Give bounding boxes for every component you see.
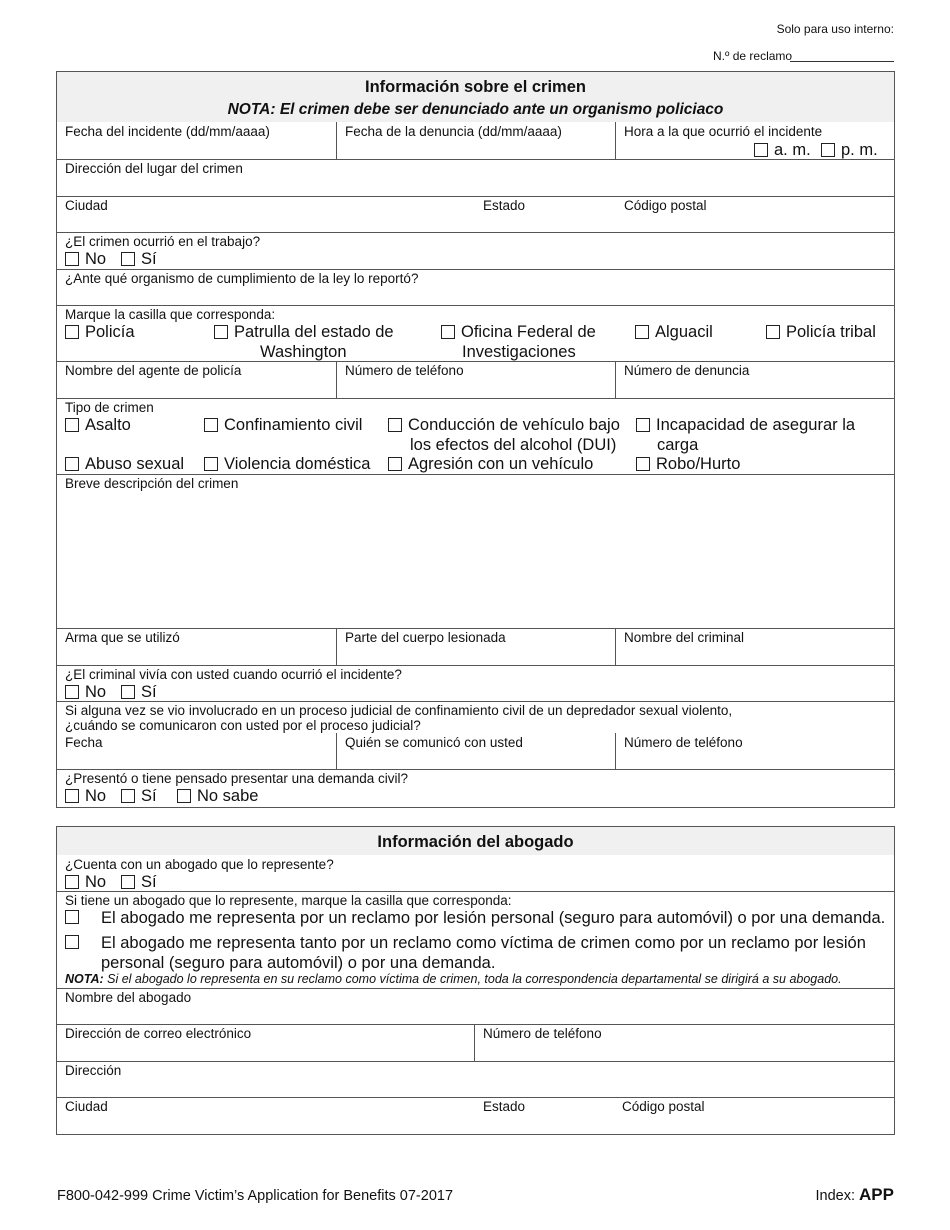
no-label: No	[85, 683, 107, 701]
attorney-email-field[interactable]: Dirección de correo electrónico	[65, 1026, 252, 1041]
agency-question: ¿Ante qué organismo de cumplimiento de la ley lo reportó?	[65, 271, 419, 286]
report-number-field[interactable]: Número de denuncia	[624, 363, 750, 378]
at-work-yes-checkbox[interactable]	[121, 249, 157, 269]
index-label	[816, 1185, 895, 1205]
attorney-mark-label: Si tiene un abogado que lo represente, marque la casilla que corresponda:	[65, 893, 512, 908]
officer-phone-field[interactable]: Número de teléfono	[345, 363, 464, 378]
mark-box-label: Marque la casilla que corresponda:	[65, 307, 276, 322]
domestic-violence-label: Violencia doméstica	[224, 455, 371, 473]
index-value: APP	[859, 1185, 894, 1204]
vehicular-assault-checkbox[interactable]	[388, 454, 593, 474]
svp-contact-field[interactable]: Quién se comunicó con usted	[345, 735, 523, 750]
police-checkbox[interactable]	[65, 322, 135, 342]
crime-zip-field[interactable]: Código postal	[624, 198, 707, 213]
theft-label: Robo/Hurto	[656, 455, 741, 473]
form-id: F800-042-999 Crime Victim’s Application for Benefits 07-2017	[57, 1188, 454, 1204]
description-field[interactable]: Breve descripción del crimen	[65, 476, 239, 491]
crime-title: Información sobre el crimen	[365, 78, 586, 96]
incident-date-field[interactable]: Fecha del incidente (dd/mm/aaaa)	[65, 124, 270, 139]
svp-question-2: ¿cuándo se comunicaron con usted por el proceso judicial?	[65, 718, 421, 733]
dui-label: Conducción de vehículo bajo	[408, 416, 620, 434]
pm-checkbox[interactable]	[821, 140, 878, 160]
assault-checkbox[interactable]	[65, 415, 131, 435]
crime-note: NOTA: El crimen debe ser denunciado ante un organismo policiaco	[227, 101, 724, 118]
lived-with-no-checkbox[interactable]	[65, 682, 106, 702]
theft-checkbox[interactable]	[636, 454, 740, 474]
unsecured-load-checkbox[interactable]	[636, 415, 855, 435]
yes-label: Sí	[141, 683, 157, 701]
vehicular-assault-label: Agresión con un vehículo	[408, 455, 594, 473]
at-work-question: ¿El crimen ocurrió en el trabajo?	[65, 234, 261, 249]
attorney-header	[57, 827, 894, 855]
attorney-address-field[interactable]: Dirección	[65, 1063, 122, 1078]
civil-suit-dont-know-checkbox[interactable]	[177, 786, 258, 806]
crime-type-label: Tipo de crimen	[65, 400, 154, 415]
sheriff-checkbox[interactable]	[635, 322, 713, 342]
claim-number-field[interactable]	[790, 61, 894, 62]
lived-with-yes-checkbox[interactable]	[121, 682, 157, 702]
fbi-label-2: Investigaciones	[462, 343, 576, 361]
no-label: No	[85, 250, 107, 268]
crime-address-field[interactable]: Dirección del lugar del crimen	[65, 161, 243, 176]
attorney-state-field[interactable]: Estado	[483, 1099, 526, 1114]
attorney-option-1-checkbox[interactable]	[65, 910, 79, 924]
unsecured-load-label: Incapacidad de asegurar la	[656, 416, 856, 434]
claim-number-label: N.º de reclamo	[713, 49, 793, 63]
crime-city-field[interactable]: Ciudad	[65, 198, 108, 213]
officer-name-field[interactable]: Nombre del agente de policía	[65, 363, 242, 378]
weapon-field[interactable]: Arma que se utilizó	[65, 630, 180, 645]
no-label: No	[85, 787, 107, 805]
civil-commitment-checkbox[interactable]	[204, 415, 362, 435]
attorney-option-2-label-2: personal (seguro para automóvil) o por una demanda.	[101, 954, 496, 972]
pm-label: p. m.	[841, 141, 878, 159]
state-patrol-label-2: Washington	[260, 343, 347, 361]
am-label: a. m.	[774, 141, 811, 159]
civil-suit-yes-checkbox[interactable]	[121, 786, 157, 806]
attorney-option-2-checkbox[interactable]	[65, 935, 79, 949]
fbi-label: Oficina Federal de	[461, 323, 596, 341]
lived-with-question: ¿El criminal vivía con usted cuando ocurrió el incidente?	[65, 667, 402, 682]
body-part-field[interactable]: Parte del cuerpo lesionada	[345, 630, 506, 645]
tribal-police-label: Policía tribal	[786, 323, 876, 341]
crime-header	[57, 72, 894, 122]
dui-checkbox[interactable]	[388, 415, 620, 435]
assault-label: Asalto	[85, 416, 131, 434]
offender-name-field[interactable]: Nombre del criminal	[624, 630, 745, 645]
domestic-violence-checkbox[interactable]	[204, 454, 370, 474]
attorney-name-field[interactable]: Nombre del abogado	[65, 990, 192, 1005]
yes-label: Sí	[141, 250, 157, 268]
state-patrol-label: Patrulla del estado de	[234, 323, 394, 341]
sheriff-label: Alguacil	[655, 323, 713, 341]
internal-use-label: Solo para uso interno:	[776, 22, 894, 36]
dui-label-2: los efectos del alcohol (DUI)	[410, 436, 617, 454]
am-checkbox[interactable]	[754, 140, 811, 160]
yes-label: Sí	[141, 873, 157, 891]
civil-suit-no-checkbox[interactable]	[65, 786, 106, 806]
attorney-city-field[interactable]: Ciudad	[65, 1099, 108, 1114]
attorney-zip-field[interactable]: Código postal	[622, 1099, 705, 1114]
civil-commitment-label: Confinamiento civil	[224, 416, 363, 434]
crime-state-field[interactable]: Estado	[483, 198, 526, 213]
attorney-phone-field[interactable]: Número de teléfono	[483, 1026, 602, 1041]
yes-label: Sí	[141, 787, 157, 805]
has-attorney-question: ¿Cuenta con un abogado que lo represente?	[65, 857, 334, 872]
attorney-note	[65, 972, 842, 986]
sexual-abuse-label: Abuso sexual	[85, 455, 185, 473]
svp-date-field[interactable]: Fecha	[65, 735, 103, 750]
attorney-option-2-label: El abogado me representa tanto por un reclamo como víctima de crimen como por un reclamo por lesión	[101, 934, 866, 952]
attorney-option-1-label: El abogado me representa por un reclamo por lesión personal (seguro para automóvil) o por una demanda.	[101, 909, 886, 927]
no-label: No	[85, 873, 107, 891]
state-patrol-checkbox[interactable]	[214, 322, 394, 342]
report-date-field[interactable]: Fecha de la denuncia (dd/mm/aaaa)	[345, 124, 562, 139]
tribal-police-checkbox[interactable]	[766, 322, 876, 342]
svp-question-1: Si alguna vez se vio involucrado en un proceso judicial de confinamiento civil de un depredador sexual violento,	[65, 703, 733, 718]
unsecured-load-label-2: carga	[657, 436, 699, 454]
fbi-checkbox[interactable]	[441, 322, 596, 342]
civil-suit-question: ¿Presentó o tiene pensado presentar una demanda civil?	[65, 771, 408, 786]
has-attorney-no-checkbox[interactable]	[65, 872, 106, 892]
dont-know-label: No sabe	[197, 787, 259, 805]
has-attorney-yes-checkbox[interactable]	[121, 872, 157, 892]
incident-time-label: Hora a la que ocurrió el incidente	[624, 124, 823, 139]
police-label: Policía	[85, 323, 135, 341]
attorney-note-label: NOTA:	[65, 972, 104, 986]
svp-phone-field[interactable]: Número de teléfono	[624, 735, 743, 750]
at-work-no-checkbox[interactable]	[65, 249, 106, 269]
sexual-abuse-checkbox[interactable]	[65, 454, 184, 474]
index-label-text: Index:	[815, 1188, 860, 1204]
attorney-note-text: Si el abogado lo representa en su reclamo como víctima de crimen, toda la correspondencia departamental se dirigirá a su abogado.	[103, 972, 842, 986]
attorney-title: Información del abogado	[377, 833, 574, 851]
